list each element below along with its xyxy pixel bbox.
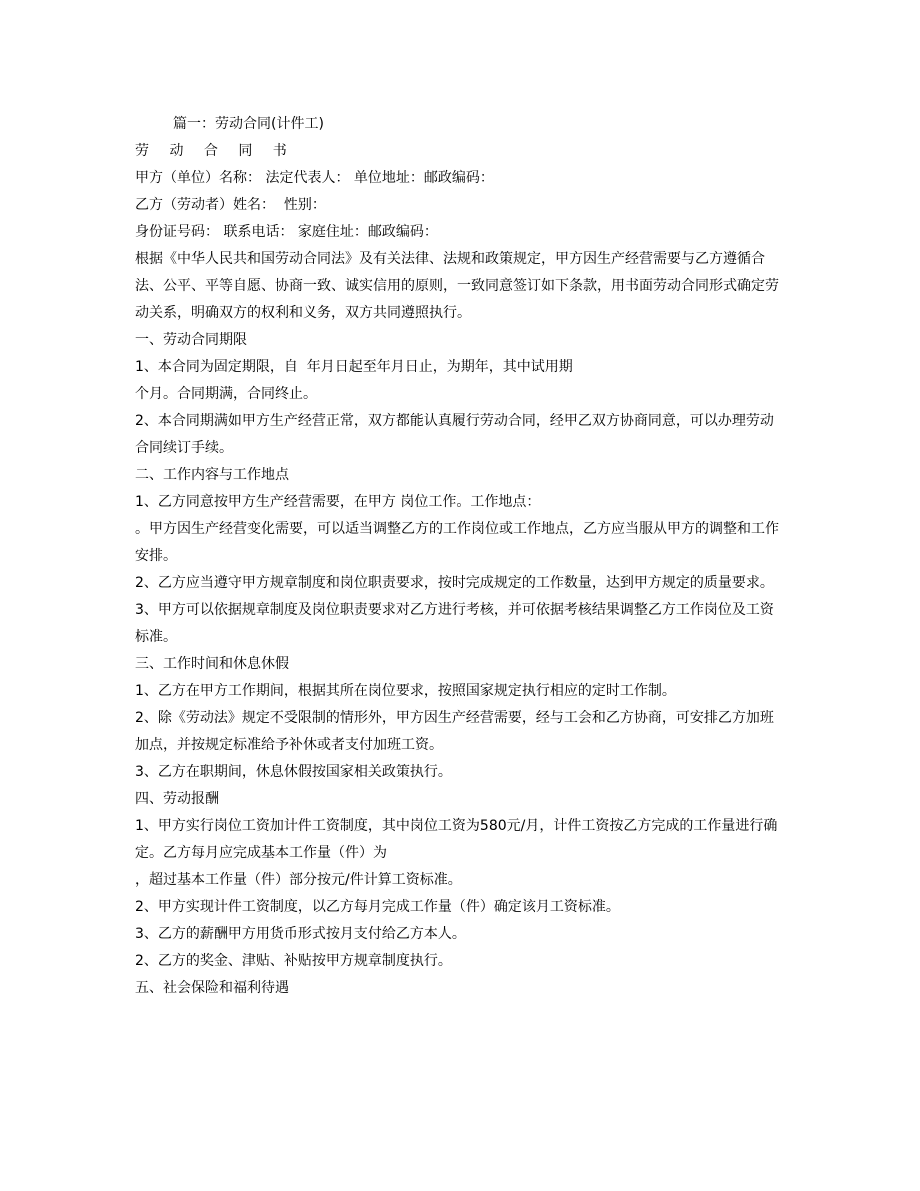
section-heading-pay: 四、劳动报酬 (135, 791, 219, 807)
clause-1-1-cont: 个月。合同期满，合同终止。 (135, 386, 317, 402)
clause-4-1: 1、甲方实行岗位工资加计件工资制度，其中岗位工资为580元/月，计件工资按乙方完成的工作量进行确定。乙方每月应完成基本工作量（件）为 (135, 818, 778, 861)
clause-4-1-cont: ，超过基本工作量（件）部分按元/件计算工资标准。 (135, 872, 462, 888)
preamble-paragraph: 根据《中华人民共和国劳动合同法》及有关法律、法规和政策规定，甲方因生产经营需要与乙方遵循合法、公平、平等自愿、协商一致、诚实信用的原则，一致同意签订如下条款，用书面劳动合同形式确定劳动关系，明确双方的权利和义务，双方共同遵照执行。 (135, 251, 779, 321)
document-title: 篇一：劳动合同(计件工) (173, 116, 324, 132)
clause-3-1: 1、乙方在甲方工作期间，根据其所在岗位要求，按照国家规定执行相应的定时工作制。 (135, 683, 676, 699)
clause-2-1: 1、乙方同意按甲方生产经营需要，在甲方 岗位工作。工作地点： (135, 494, 541, 510)
clause-1-1: 1、本合同为固定期限，自 年月日起至年月日止，为期年，其中试用期 (135, 359, 573, 375)
clause-1-2: 2、本合同期满如甲方生产经营正常，双方都能认真履行劳动合同，经甲乙双方协商同意，可以办理劳动合同续订手续。 (135, 413, 774, 456)
party-b-info-line: 乙方（劳动者）姓名： 性别： (135, 197, 326, 213)
clause-2-2: 2、乙方应当遵守甲方规章制度和岗位职责要求，按时完成规定的工作数量，达到甲方规定的质量要求。 (135, 575, 774, 591)
clause-2-3: 3、甲方可以依据规章制度及岗位职责要求对乙方进行考核，并可依据考核结果调整乙方工作岗位及工资标准。 (135, 602, 774, 645)
id-contact-line: 身份证号码： 联系电话： 家庭住址：邮政编码： (135, 224, 438, 240)
clause-4-2: 2、甲方实现计件工资制度，以乙方每月完成工作量（件）确定该月工资标准。 (135, 899, 620, 915)
clause-2-1-cont: 。甲方因生产经营变化需要，可以适当调整乙方的工作岗位或工作地点，乙方应当服从甲方的调整和工作安排。 (135, 521, 779, 564)
clause-4-3: 3、乙方的薪酬甲方用货币形式按月支付给乙方本人。 (135, 926, 466, 942)
clause-3-3: 3、乙方在职期间，休息休假按国家相关政策执行。 (135, 764, 452, 780)
clause-4-4: 2、乙方的奖金、津贴、补贴按甲方规章制度执行。 (135, 953, 452, 969)
clause-3-2: 2、除《劳动法》规定不受限制的情形外，甲方因生产经营需要，经与工会和乙方协商，可安排乙方加班加点，并按规定标准给予补休或者支付加班工资。 (135, 710, 774, 753)
section-heading-work: 二、工作内容与工作地点 (135, 467, 289, 483)
document-body (135, 111, 785, 1002)
section-heading-insurance: 五、社会保险和福利待遇 (135, 980, 289, 996)
section-heading-hours: 三、工作时间和休息休假 (135, 656, 289, 672)
party-a-info-line: 甲方（单位）名称： 法定代表人： 单位地址：邮政编码： (135, 170, 494, 186)
section-heading-term: 一、劳动合同期限 (135, 332, 247, 348)
contract-heading: 劳 动 合 同 书 (135, 143, 287, 159)
